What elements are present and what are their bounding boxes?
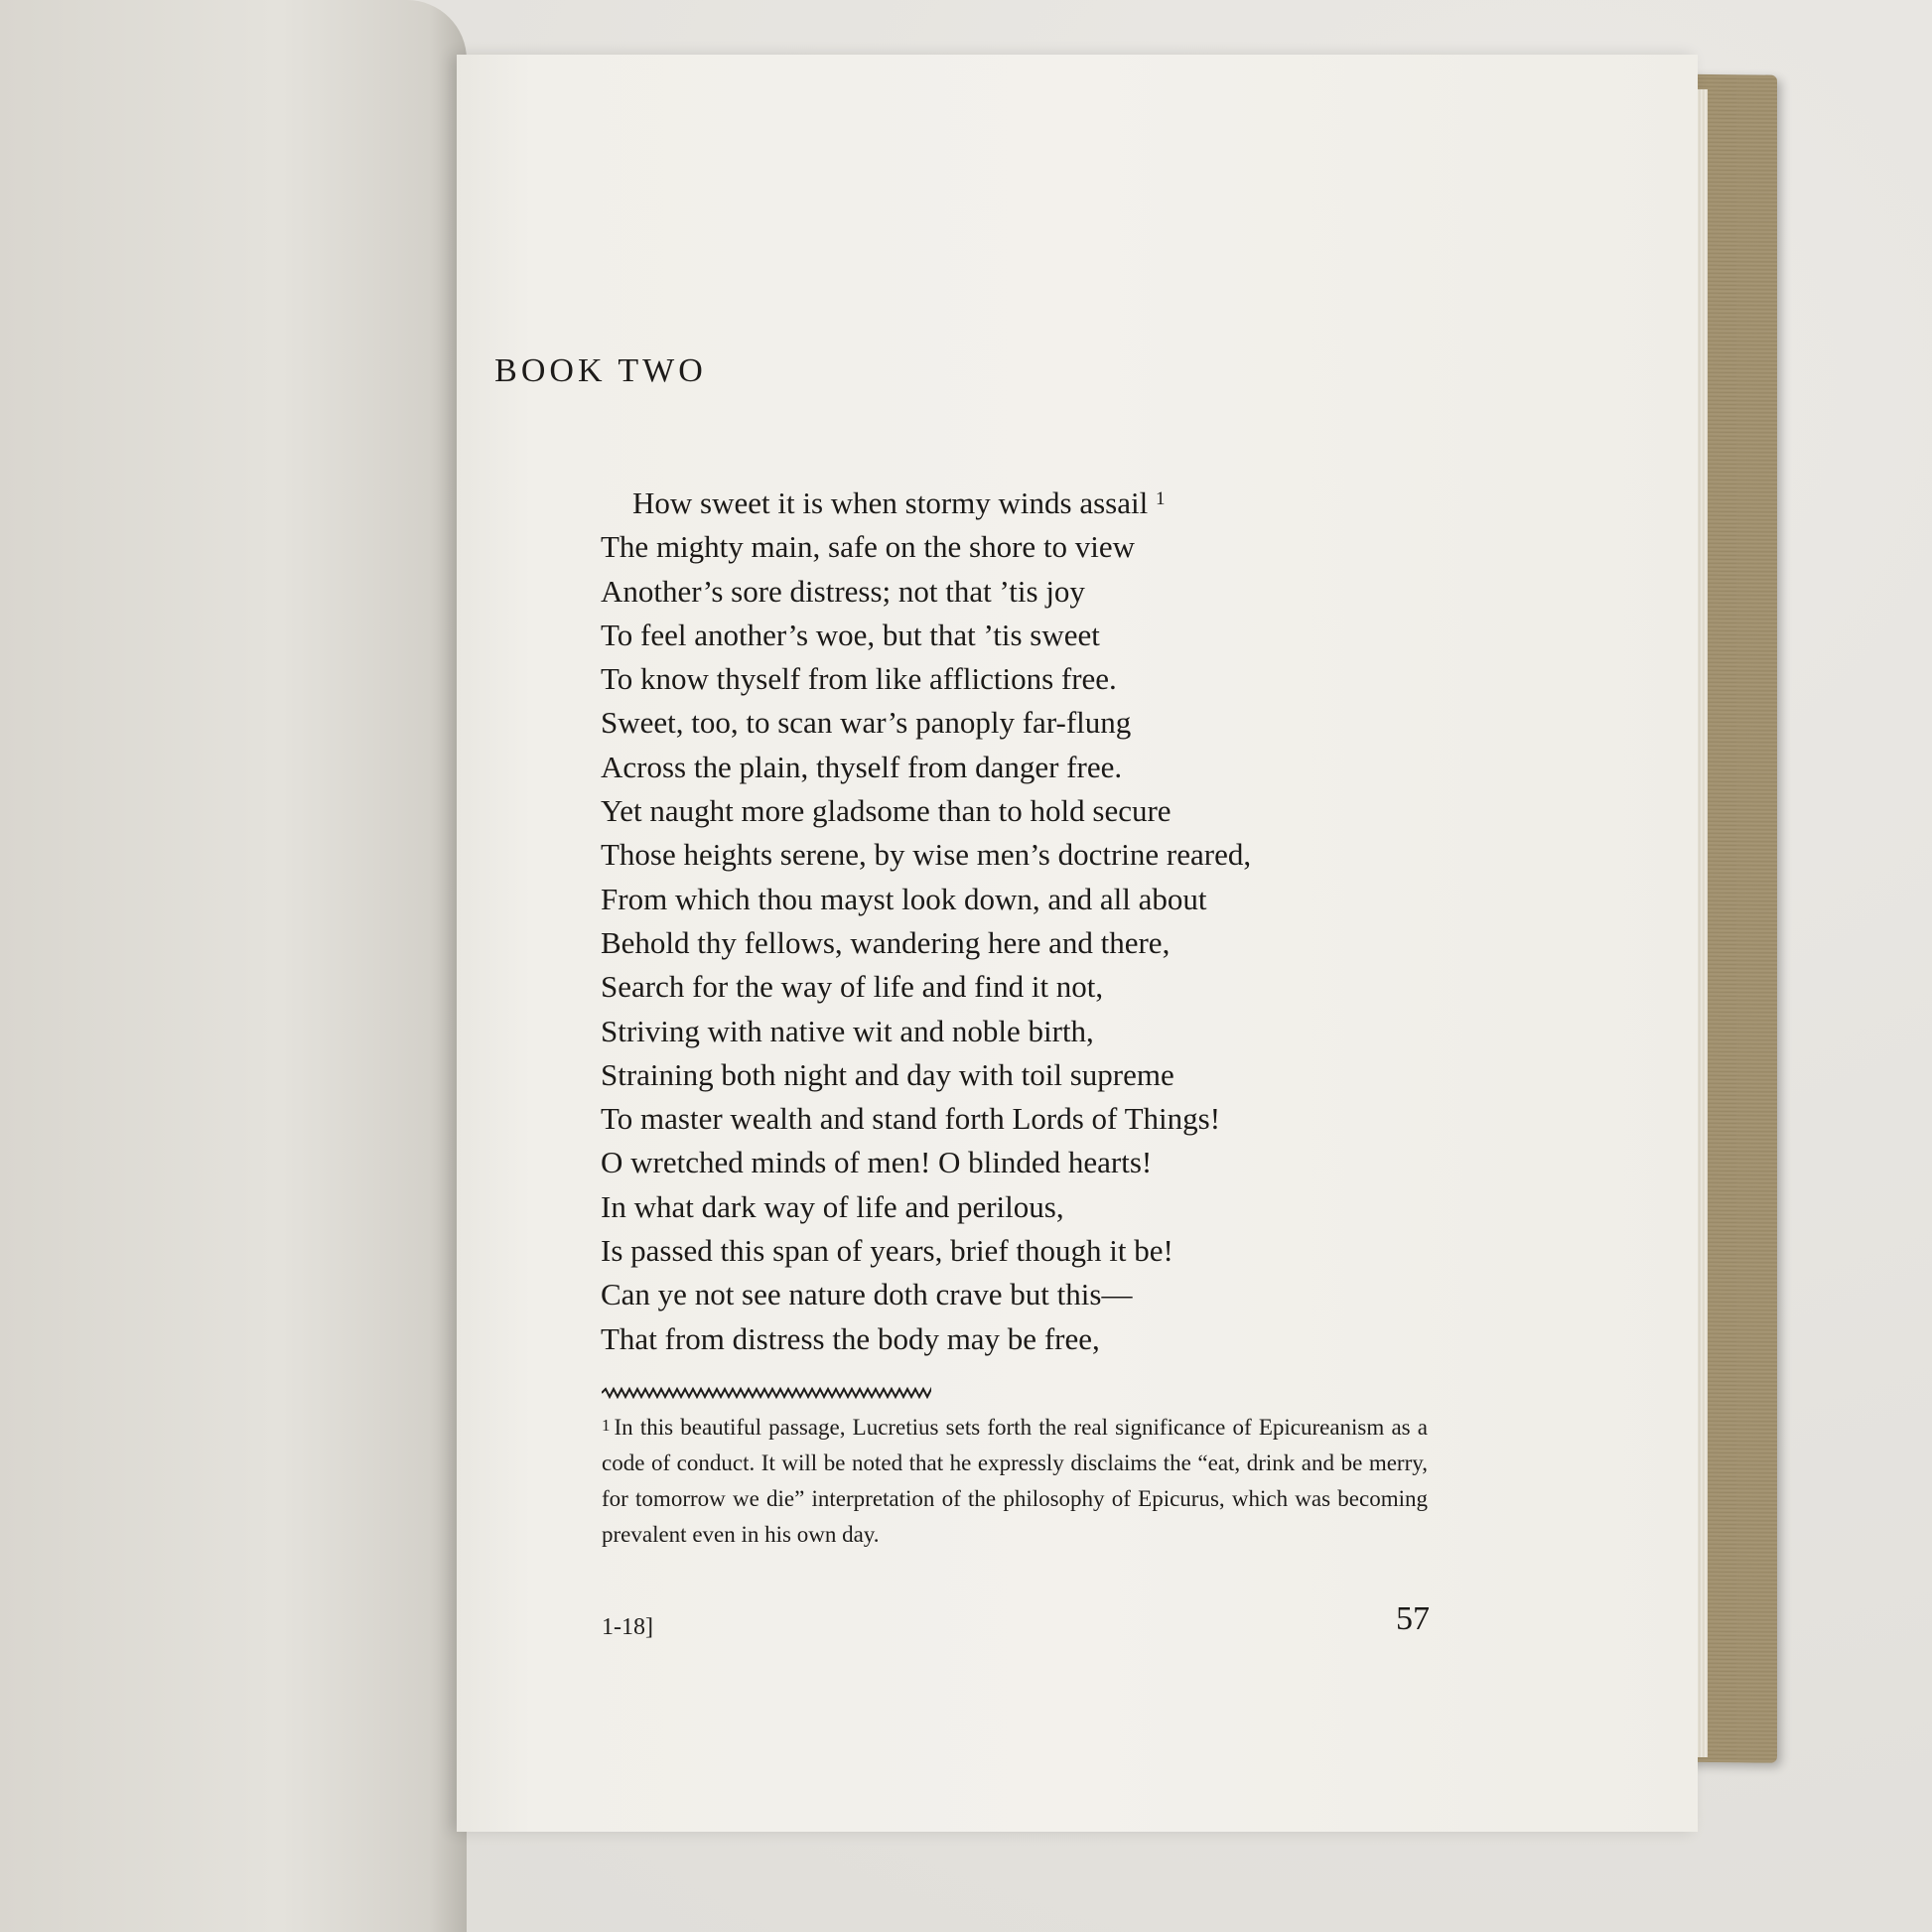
poem-line: Striving with native wit and noble birth, (601, 1013, 1094, 1048)
poem-line-1 (601, 482, 1251, 525)
poem-line: Another’s sore distress; not that ’tis joy (601, 573, 1085, 609)
book-title: BOOK TWO (494, 352, 707, 389)
poem-line: The mighty main, safe on the shore to view (601, 529, 1136, 565)
footnote-reference: 1 (1155, 488, 1166, 509)
poem-line: Those heights serene, by wise men’s doctrine reared, (601, 837, 1252, 873)
poem-line: Yet naught more gladsome than to hold secure (601, 793, 1172, 829)
poem-line: Can ye not see nature doth crave but this— (601, 1277, 1133, 1312)
poem-line: Across the plain, thyself from danger free. (601, 749, 1123, 784)
poem-line: Is passed this span of years, brief though it be! (601, 1233, 1173, 1269)
line-range: 1-18] (602, 1614, 653, 1640)
poem-line: O wretched minds of men! O blinded hearts! (601, 1145, 1153, 1180)
wavy-divider (602, 1386, 931, 1400)
left-page (0, 0, 467, 1932)
poem-line: Behold thy fellows, wandering here and there, (601, 924, 1171, 960)
footnote-text: In this beautiful passage, Lucretius sets forth the real significance of Epicureanism as a code of conduct. It will be noted that he expressly disclaims the “eat, drink and be merry, for tomorrow we die” interpretation of the philosophy of Epicurus, which was becoming prevalent even in his own day. (602, 1415, 1428, 1547)
poem-line: To feel another’s woe, but that ’tis sweet (601, 617, 1100, 652)
poem-line: In what dark way of life and perilous, (601, 1188, 1064, 1224)
poem-line: To know thyself from like afflictions free. (601, 661, 1117, 697)
footnote-marker: 1 (602, 1416, 611, 1435)
poem-line: From which thou mayst look down, and all about (601, 881, 1207, 916)
poem-line: That from distress the body may be free, (601, 1320, 1100, 1356)
poem-line: Straining both night and day with toil supreme (601, 1056, 1174, 1092)
footnote (602, 1410, 1428, 1553)
page-number: 57 (1396, 1600, 1430, 1637)
poem (601, 482, 1251, 1361)
poem-line-text: How sweet it is when stormy winds assail (632, 485, 1149, 520)
poem-line: Search for the way of life and find it not, (601, 969, 1104, 1005)
poem-line: Sweet, too, to scan war’s panoply far-flung (601, 705, 1132, 741)
left-page-bleed-text (20, 437, 31, 477)
poem-line: To master wealth and stand forth Lords of Things! (601, 1101, 1221, 1137)
